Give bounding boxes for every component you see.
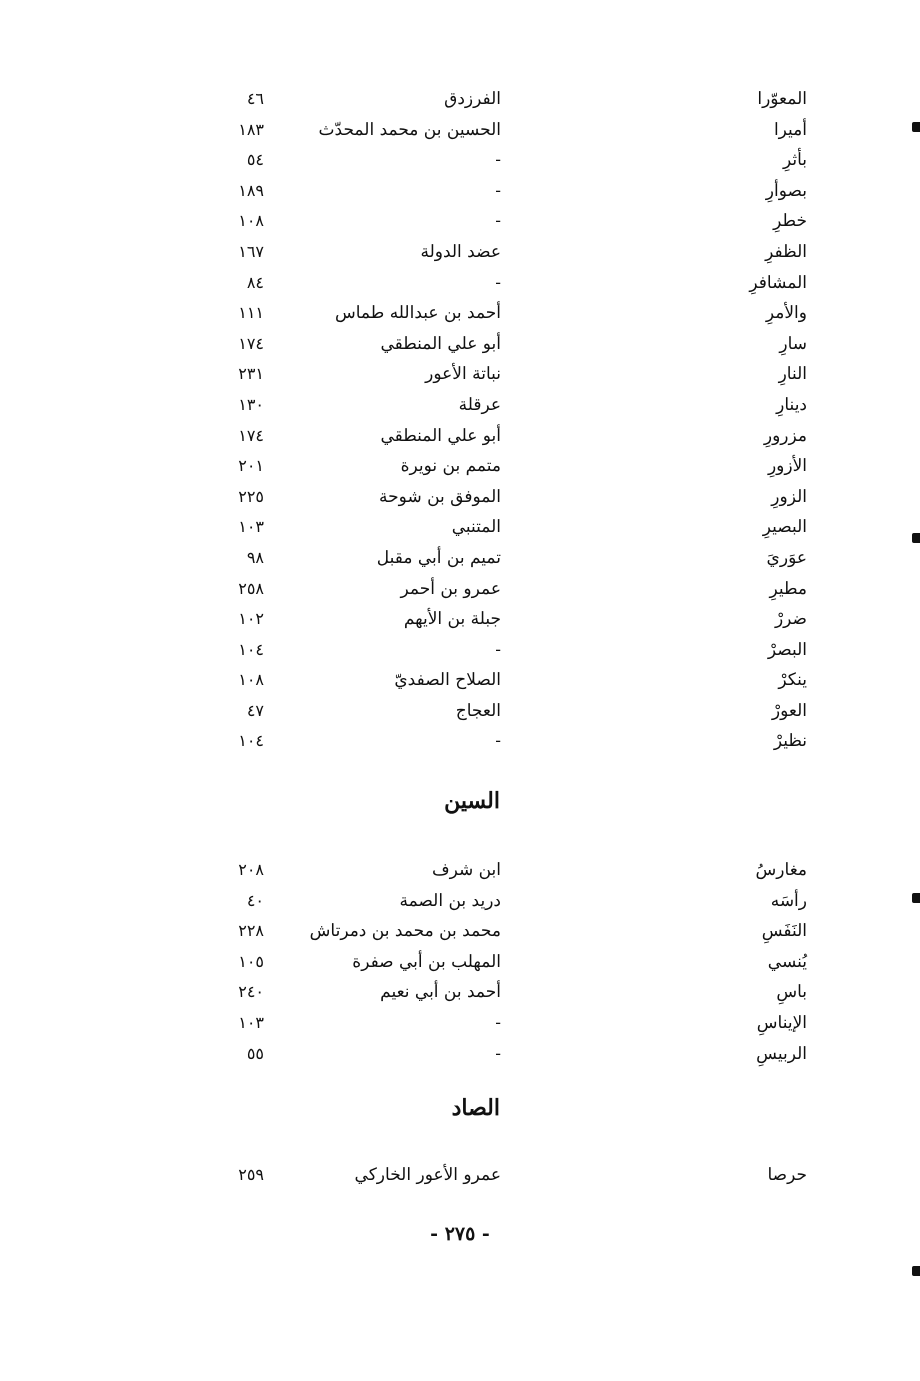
page-reference: ٢٠١ — [238, 456, 264, 476]
rhyme-word: المعوّرا — [757, 89, 807, 109]
index-row — [0, 726, 920, 757]
rhyme-word: الظفرِ — [765, 241, 807, 262]
poet-name: - — [495, 180, 501, 201]
rhyme-word: البصرْ — [767, 639, 807, 660]
page-reference: ٥٤ — [246, 150, 264, 170]
index-row — [0, 298, 920, 329]
section-seen — [0, 855, 920, 1069]
rhyme-word: النارِ — [778, 364, 807, 385]
index-row — [0, 947, 920, 978]
poet-name: جبلة بن الأيهم — [403, 609, 501, 630]
page-reference: ١٠٨ — [238, 670, 264, 690]
index-row — [0, 855, 920, 886]
rhyme-word: ينكرْ — [778, 670, 807, 691]
rhyme-word: الربيسِ — [756, 1043, 807, 1064]
index-row — [0, 977, 920, 1008]
poet-name: - — [495, 1012, 501, 1033]
index-row — [0, 886, 920, 917]
index-row — [0, 237, 920, 268]
page-reference: ٤٦ — [246, 89, 264, 108]
poet-name: ابن شرف — [431, 860, 501, 880]
index-row — [0, 268, 920, 299]
page-reference: ٢٥٨ — [238, 578, 264, 598]
index-row — [0, 176, 920, 207]
index-row — [0, 604, 920, 635]
rhyme-word: مزرورِ — [763, 425, 807, 446]
poet-name: المهلب بن أبي صفرة — [352, 951, 501, 972]
index-row — [0, 115, 920, 146]
rhyme-word: البصيرِ — [762, 517, 807, 538]
index-row — [0, 916, 920, 947]
page-reference: ١٠٨ — [238, 211, 264, 231]
rhyme-word: الزورِ — [771, 486, 807, 507]
index-row — [0, 451, 920, 482]
poet-name: نباتة الأعور — [425, 364, 501, 385]
poet-name: الصلاح الصفديّ — [394, 670, 501, 691]
index-row — [0, 635, 920, 666]
section-heading-saad: الصاد — [451, 1095, 500, 1121]
poet-name: - — [495, 272, 501, 293]
poet-name: تميم بن أبي مقبل — [376, 547, 501, 568]
poet-name: الحسين بن محمد المحدّث — [318, 119, 501, 140]
index-row — [0, 145, 920, 176]
poet-name: - — [495, 639, 501, 660]
index-row — [0, 665, 920, 696]
poet-name: عضد الدولة — [420, 241, 501, 262]
page-reference: ١٧٤ — [238, 425, 264, 445]
index-row — [0, 421, 920, 452]
index-row — [0, 512, 920, 543]
page-reference: ١٣٠ — [238, 394, 264, 414]
index-row — [0, 206, 920, 237]
page-reference: ١٠٣ — [238, 1012, 264, 1032]
index-row — [0, 543, 920, 574]
index-row — [0, 359, 920, 390]
page-reference: ١٨٣ — [238, 119, 264, 139]
rhyme-word: رأسَه — [770, 890, 807, 911]
poet-name: أحمد بن أبي نعيم — [380, 982, 501, 1003]
section-raa — [0, 84, 920, 757]
page-reference: ١٠٤ — [238, 639, 264, 659]
index-row — [0, 1039, 920, 1070]
rhyme-word: العورْ — [771, 700, 807, 721]
rhyme-word: النَفَسِ — [761, 921, 807, 942]
poet-name: العجاج — [455, 700, 501, 721]
poet-name: أبو علي المنطقي — [380, 425, 501, 446]
page-reference: ١٠٢ — [238, 609, 264, 629]
scan-edge-mark — [912, 122, 920, 132]
index-row — [0, 482, 920, 513]
index-row — [0, 696, 920, 727]
page-reference: ٢٥٩ — [238, 1165, 264, 1184]
rhyme-word: والأمرِ — [765, 303, 807, 324]
rhyme-word: المشافرِ — [749, 272, 807, 293]
section-heading-seen: السين — [444, 788, 500, 814]
index-row — [0, 84, 920, 115]
poet-name: دريد بن الصمة — [399, 890, 501, 911]
poet-name: - — [495, 150, 501, 171]
poet-name: محمد بن محمد بن دمرتاش — [309, 921, 501, 942]
page-reference: ١٠٥ — [238, 951, 264, 971]
poet-name: - — [495, 731, 501, 752]
page-reference: ٢٢٥ — [238, 486, 264, 506]
page-reference: ١٦٧ — [238, 241, 264, 261]
poet-name: أبو علي المنطقي — [380, 333, 501, 354]
page-reference: ١٨٩ — [238, 180, 264, 200]
rhyme-word: عوَريَ — [766, 547, 807, 568]
poet-name: متمم بن نويرة — [400, 456, 501, 477]
index-row — [0, 329, 920, 360]
rhyme-word: أميرا — [773, 119, 807, 140]
poet-name: الفرزدق — [444, 89, 501, 109]
rhyme-word: حرصا — [767, 1165, 807, 1185]
page-reference: ٨٤ — [246, 272, 264, 292]
scan-edge-mark — [912, 533, 920, 543]
poet-name: أحمد بن عبدالله طماس — [335, 303, 501, 324]
scan-edge-mark — [912, 1266, 920, 1276]
rhyme-word: ضررْ — [774, 609, 807, 630]
scan-edge-mark — [912, 893, 920, 903]
rhyme-word: يُنسي — [767, 951, 807, 972]
page-number: - ٢٧٥ - — [430, 1223, 490, 1245]
page-reference: ٢٤٠ — [238, 982, 264, 1002]
index-row — [0, 1160, 920, 1191]
rhyme-word: خطرِ — [773, 211, 807, 232]
section-saad — [0, 1160, 920, 1191]
page-reference: ٤٧ — [246, 700, 264, 720]
rhyme-word: الأزورِ — [767, 456, 807, 477]
poet-name: الموفق بن شوحة — [379, 486, 501, 507]
rhyme-word: الإيناسِ — [756, 1012, 807, 1033]
page-reference: ١٧٤ — [238, 333, 264, 353]
index-row — [0, 1008, 920, 1039]
rhyme-word: نظيرْ — [773, 731, 807, 752]
rhyme-word: باسِ — [776, 982, 807, 1003]
page-reference: ٤٠ — [246, 890, 264, 910]
poet-name: عمرو بن أحمر — [400, 578, 501, 599]
poet-name: - — [495, 211, 501, 232]
rhyme-word: دينارِ — [776, 394, 807, 415]
poet-name: عمرو الأعور الخاركي — [354, 1165, 501, 1185]
poet-name: - — [495, 1043, 501, 1064]
rhyme-word: مغارسُ — [755, 860, 807, 880]
index-row — [0, 574, 920, 605]
page-reference: ١٠٤ — [238, 731, 264, 751]
rhyme-word: سارِ — [779, 333, 807, 354]
index-row — [0, 390, 920, 421]
page-reference: ٢٠٨ — [238, 860, 264, 879]
rhyme-word: بصوأرِ — [765, 180, 807, 201]
poet-name: المتنبي — [451, 517, 501, 538]
poet-name: عرقلة — [458, 394, 501, 415]
page-reference: ٥٥ — [246, 1043, 264, 1063]
page-reference: ١١١ — [238, 303, 264, 323]
page-reference: ٢٢٨ — [238, 921, 264, 941]
page-reference: ١٠٣ — [238, 517, 264, 537]
page-reference: ٩٨ — [246, 547, 264, 567]
page-reference: ٢٣١ — [238, 364, 264, 384]
rhyme-word: مطيرِ — [769, 578, 807, 599]
rhyme-word: بأثرِ — [782, 150, 807, 171]
